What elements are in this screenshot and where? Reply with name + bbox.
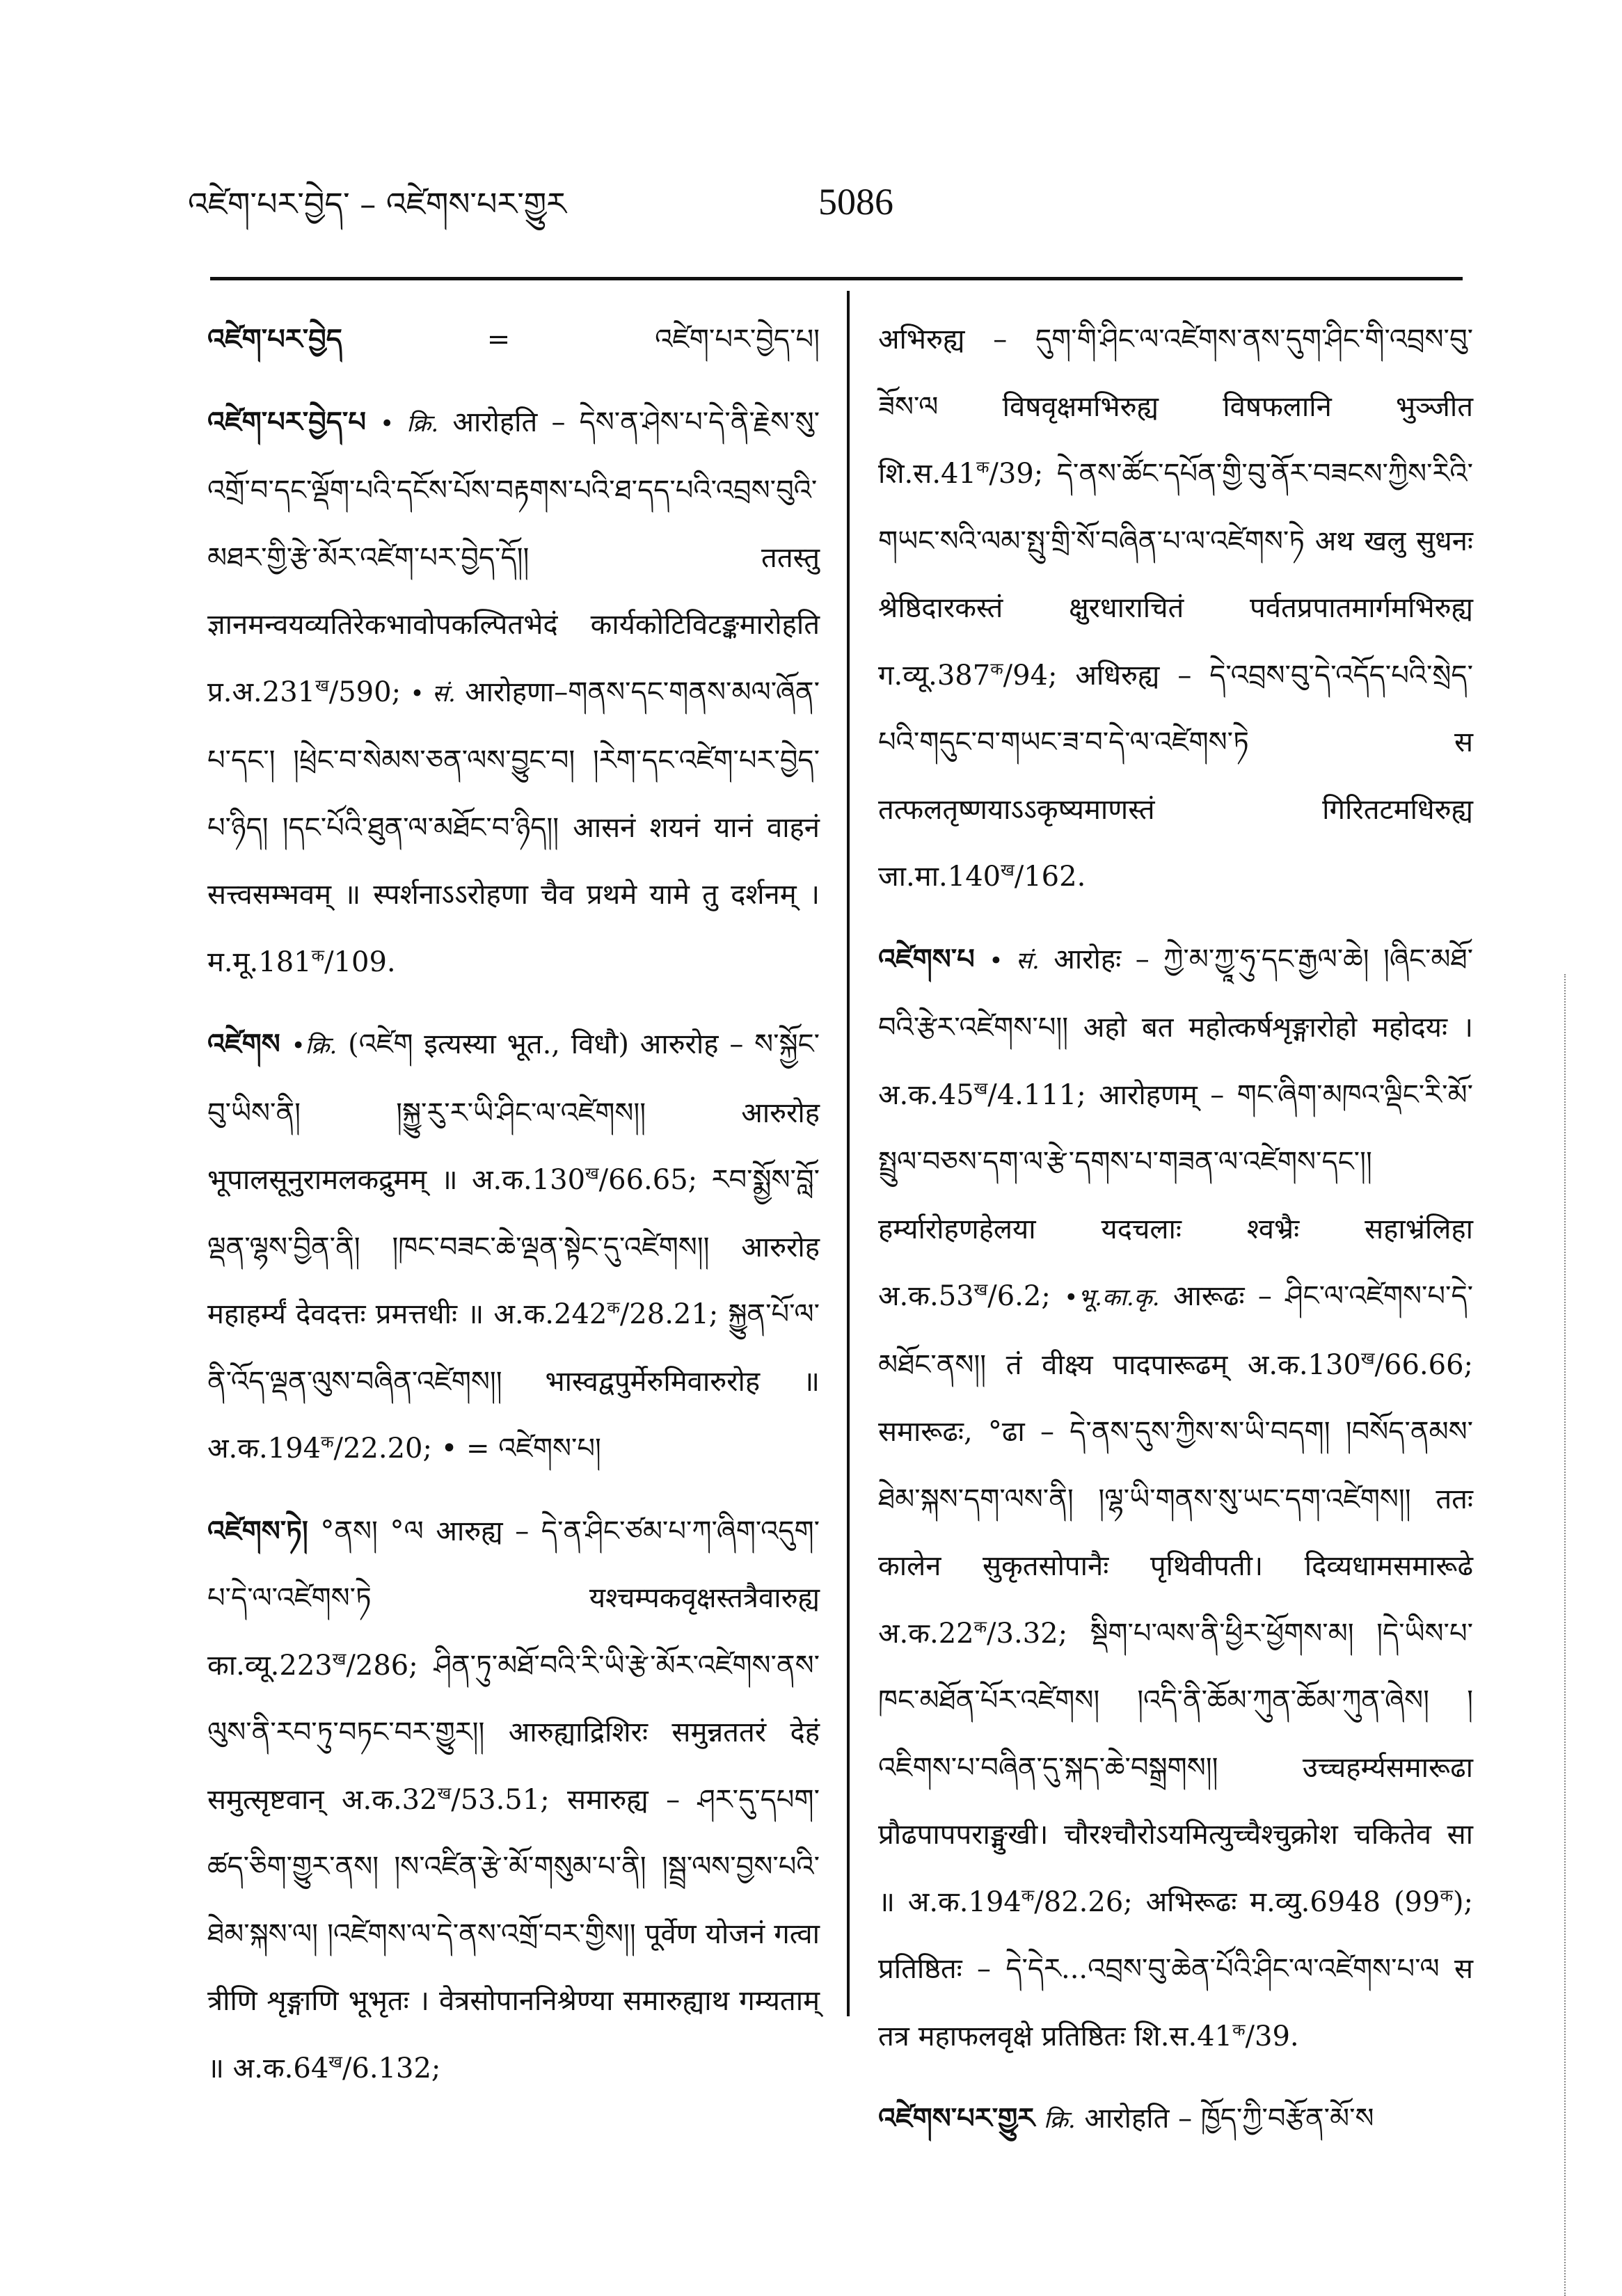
headword: འཛེགས་པ [878, 942, 975, 975]
cross-reference: • = འཛེགས་པ། [440, 1433, 601, 1465]
headword: འཛེག་པར་བྱེད [207, 323, 342, 356]
entry-text: /94; अधिरुह्य – དེ་འབྲས་བུ་དེ་འདོད་པའི་སྲེད་པའི་གདུང་བ་གཡང་ཟ་བ་དེ་ལ་འཛེགས་ཏེ स तत्फलतृष्णयाऽऽकृष्यमाणस्तं गिरितटमधिरुह्य जा.मा.140 [878, 659, 1473, 893]
entry-text: /6.132; [342, 2052, 441, 2084]
equals-sign: = [486, 324, 511, 356]
folio-mark: क [990, 659, 1003, 679]
folio-mark: ख [437, 1783, 452, 1803]
entry-text: /3.32; སྡིག་པ་ལས་ནི་ཕྱིར་ཕྱོགས་མ། །དེ་ཡིས་པ་ཁང་མཐོན་པོར་འཛེགས། །འདི་ནི་ཆོམ་ཀུན་ཆོམ་ཀུན་ཞེས། །འཇིགས་པ་བཞིན་དུ་སྐད་ཆེ་བསྒྲགས།། उच्चहर्म्यसमारूढा प्रौढपापपराङ्मुखी। चौरश्चौरोऽयमित्युच्चैश्चुक्रोश चकितेव सा ॥ अ.क.194 [878, 1617, 1473, 1918]
folio-mark: ख [973, 1279, 988, 1300]
entry-text: /66.66; समारूढः, °ढा – དེ་ནས་དུས་ཀྱིས་ས་ཡི་བདག། །བསོད་ནམས་ཐེམ་སྐས་དག་ལས་ནི། །ལྷ་ཡི་གནས་སུ་ཡང་དག་འཛེགས།། ततः कालेन सुकृतसोपानैः पृथिवीपती। दिव्यधामसमारूढे अ.क.22 [878, 1348, 1473, 1650]
entry-text: /286; ཤིན་ཏུ་མཐོ་བའི་རི་ཡི་རྩེ་མོར་འཛེགས་ནས་ལུས་ནི་རབ་ཏུ་བཏང་བར་གྱུར།། आरुह्याद्रिशिरः समुन्नततरं देहं समुत्सृष्टवान् अ.क.32 [207, 1649, 820, 1816]
entry-7 [878, 2085, 1473, 2154]
entry-text: /39; དེ་ནས་ཚོང་དཔོན་གྱི་བུ་ནོར་བཟངས་ཀྱིས་རིའི་གཡང་སའི་ལམ་སྤུ་གྲི་སོ་བཞིན་པ་ལ་འཛེགས་ཏེ अथ खलु सुधनः श्रेष्ठिदारकस्तं क्षुरधाराचितं पर्वतप्रपातमार्गमभिरुह्य ग.व्यू.387 [878, 458, 1473, 692]
entry-1 [207, 306, 820, 374]
entry-text: आरोहः – ཀྱེ་མ་ཀྱཱ་ཧུ་དང་རྒྱལ་ཆེ། །ཞིང་མཐོ་བའི་རྩེར་འཛེགས་པ།། अहो बत महोत्कर्षशृङ्गारोहो महोदयः । अ.क.45 [878, 943, 1474, 1111]
folio-mark: ख [585, 1163, 599, 1183]
grammar-label: •भू.का.कृ. [1064, 1284, 1160, 1312]
grammar-label: • सं. [989, 946, 1040, 975]
entry-text: /39. [1245, 2020, 1299, 2052]
entry-text: °ནས། °ལ आरुह्य – དེ་ན་ཤིང་ཙམ་པ་ཀ་ཞིག་འདུག་པ་དེ་ལ་འཛེགས་ཏེ यश्चम्पकवृक्षस्तत्रैवारुह्य का.व्यू.223 [207, 1515, 820, 1682]
scan-edge-mark [1564, 974, 1568, 2296]
page-number: 5086 [818, 181, 893, 223]
running-header: འཛེག་པར་བྱེད་ – འཛེགས་པར་གྱུར [188, 185, 566, 223]
entry-text: आरूढः – ཤིང་ལ་འཛེགས་པ་དེ་མཐོང་ནས།། तं वीक्ष्य पादपारूढम् अ.क.130 [878, 1280, 1473, 1381]
header-divider [210, 277, 1463, 280]
column-divider [847, 291, 850, 2016]
entry-text: आरोहति – ཁྱོད་ཀྱི་བརྩོན་མོ་ས [1084, 2103, 1374, 2135]
folio-mark: क [321, 1432, 334, 1452]
folio-mark: ख [1360, 1348, 1375, 1369]
folio-mark: क [973, 1617, 987, 1637]
folio-mark: क [311, 946, 325, 966]
folio-mark: क [1232, 2020, 1246, 2040]
headword: འཛེགས་ཏེ། [207, 1514, 308, 1547]
folio-mark: क [607, 1298, 620, 1318]
entry-text: /109. [324, 946, 396, 978]
entry-text: /22.20; [333, 1433, 432, 1465]
folio-mark: क [976, 457, 989, 477]
grammar-label: • सं. [410, 679, 456, 708]
entry-5-continued [878, 306, 1473, 911]
folio-mark: ख [973, 1078, 988, 1099]
headword: འཛེག་པར་བྱེད་པ [207, 405, 366, 438]
entry-text: ); प्रतिष्ठितः – དེ་དེར...འབྲས་བུ་ཆེན་པོའི་ཤིང་ལ་འཛེགས་པ་ལ स तत्र महाफलवृक्षे प्रतिष्ठितः शि.स.41 [878, 1886, 1473, 2052]
entry-text: /590; [328, 676, 401, 708]
entry-text: आरोहति – དེས་ན་ཤེས་པ་དེ་ནི་རྗེས་སུ་འགྲོ་བ་དང་ལྡོག་པའི་དངོས་པོས་བརྟགས་པའི་ཐ་དད་པའི་འབྲས་བུའི་མཐར་གྱི་རྩེ་མོར་འཛེག་པར་བྱེད་དོ།། ततस्तु ज्ञानमन्वयव्यतिरेकभावोपकल्पितभेदं कार्यकोटिविटङ्कमारोहति प्र.अ.231 [207, 406, 820, 708]
right-column [878, 306, 1474, 2135]
folio-mark: क [1021, 1886, 1035, 1906]
folio-mark: क [1440, 1886, 1453, 1906]
entry-2 [207, 389, 820, 996]
entry-3 [207, 1011, 820, 1483]
left-column [207, 306, 820, 2084]
entry-4 [207, 1498, 820, 2103]
entry-text: आरोहणा–གནས་དང་གནས་མལ་ཞོན་པ་དང་། །ཕྲེང་བ་སེམས་ཅན་ལས་བྱུང་བ། །རེག་དང་འཛེག་པར་བྱེད་པ་ཉིད། །དང་པོའི་ཐུན་ལ་མཐོང་བ་ཉིད།། आसनं शयनं यानं वाहनं सत्त्वसम्भवम् ॥ स्पर्शनाऽऽरोहणा चैव प्रथमे यामे तु दर्शनम् । म.मू.181 [207, 676, 820, 978]
grammar-label: • क्रि. [380, 409, 439, 438]
entry-6 [878, 926, 1473, 2071]
grammar-label: •क्रि. [291, 1032, 337, 1060]
entry-text: /6.2; [987, 1280, 1051, 1312]
folio-mark: ख [332, 1649, 347, 1669]
folio-mark: ख [328, 2052, 342, 2072]
headword: འཛེགས [207, 1028, 280, 1060]
entry-text: /82.26; अभिरूढः म.व्यु.6948 (99 [1034, 1886, 1440, 1918]
entry-text: अभिरुह्य – དུག་གི་ཤིང་ལ་འཛེགས་ནས་དུག་ཤིང་གི་འབྲས་བུ་ཟོས་ལ विषवृक्षमभिरुह्य विषफलानि भुञ्जीत शि.स.41 [878, 324, 1473, 490]
folio-mark: ख [1001, 860, 1015, 880]
entry-text: /162. [1014, 861, 1086, 893]
entry-text: (འཛེག इत्यस्या भूत., विधौ) आरुरोह – ས་སྐྱོང་བུ་ཡིས་ནི། །སྐྱུ་རུ་ར་ཡི་ཤིང་ལ་འཛེགས།། आरुरोह भूपालसूनुरामलकद्रुमम् ॥ अ.क.130 [207, 1028, 820, 1196]
entry-text: /53.51; समारुह्य – ཤར་དུ་དཔག་ཚད་ཅིག་གྱུར་ནས། །ས་འཛིན་རྩེ་མོ་གསུམ་པ་ནི། །སྦྲ་ལས་བྱས་པའི་ཐེམ་སྐས་ལ། །འཛེགས་ལ་དེ་ནས་འགྲོ་བར་གྱིས།། पूर्वेण योजनं गत्वा त्रीणि शृङ्गाणि भूभृतः । वेत्रसोपाननिश्रेण्या समारुह्याथ गम्यताम् ॥ अ.क.64 [207, 1783, 820, 2084]
grammar-label: क्रि. [1043, 2106, 1076, 2134]
entry-text: /4.111; आरोहणम् – གང་ཞིག་མཁའ་ལྡིང་རི་མོ་སྤྲུལ་བཅས་དག་ལ་རྩེ་དགས་པ་གཟན་ལ་འཛེགས་དང་།། हर्म्यारोहणहेलया यदचलाः श्वभ्रैः सहाभ्रंलिहा अ.क.53 [878, 1078, 1473, 1312]
headword: འཛེགས་པར་གྱུར [878, 2102, 1035, 2135]
entry-text: /66.65; རབ་སྨྱོས་བློ་ལྡན་ལྷས་བྱིན་ནི། །ཁང་བཟང་ཆེ་ལྡན་སྟེང་དུ་འཛེགས།། आरुरोह महाहर्म्यं देवदत्तः प्रमत्तधीः ॥ अ.क.242 [207, 1164, 820, 1330]
cross-reference: འཛེག་པར་བྱེད་པ། [655, 324, 820, 356]
entry-text: /28.21; སྐྱུན་པོ་ལ་ནི་འོད་ལྡན་ལུས་བཞིན་འཛེགས།། भास्वद्वपुर्मेरुमिवारुरोह ॥ अ.क.194 [207, 1298, 820, 1465]
folio-mark: ख [315, 676, 329, 696]
